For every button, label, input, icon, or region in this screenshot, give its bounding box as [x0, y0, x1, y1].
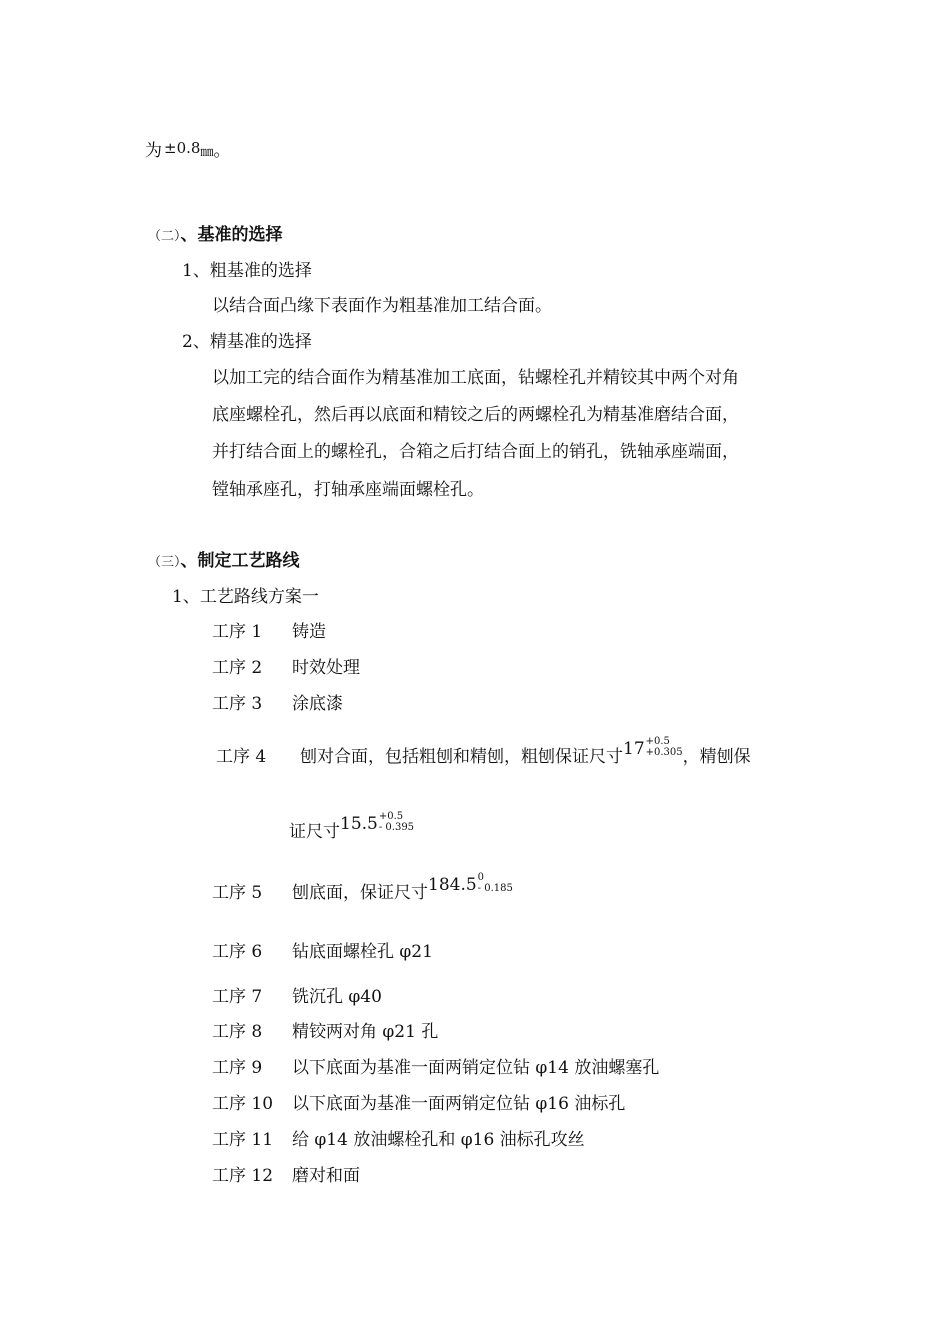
step-desc: 刨对合面，包括粗刨和精刨，粗刨保证尺寸: [300, 747, 623, 767]
intro-unit: ㎜: [200, 145, 214, 160]
step-desc: 涂底漆: [292, 694, 343, 714]
step-number: 工序 8: [212, 1022, 263, 1042]
step-number: 工序 12: [212, 1166, 274, 1186]
step-desc: 铸造: [292, 622, 326, 642]
process-step: [212, 1057, 659, 1079]
tolerance-184-5: [478, 872, 513, 894]
section3-heading-text: 、制定工艺路线: [180, 551, 300, 571]
process-step-4: [216, 736, 751, 768]
section2-item2-line: 镗轴承座孔，打轴承座端面螺栓孔。: [212, 480, 484, 500]
tolerance-upper: 0: [477, 872, 485, 883]
step-desc: 以下底面为基准一面两销定位钻 φ14 放油螺塞孔: [292, 1058, 660, 1078]
step-desc: 刨底面，保证尺寸: [292, 883, 428, 903]
step-desc: 时效处理: [292, 658, 360, 678]
process-step: [212, 941, 433, 963]
section3-heading-prefix: （三）: [148, 555, 181, 570]
section2-item2-line: 并打结合面上的螺栓孔，合箱之后打结合面上的销孔，铣轴承座端面，: [212, 442, 739, 462]
step-number: 工序 6: [212, 942, 263, 962]
section3-heading: [148, 550, 300, 574]
step-number: 工序 4: [216, 747, 267, 767]
tolerance-lower: - 0.185: [477, 883, 513, 894]
process-step: [212, 621, 326, 643]
process-step: [212, 1093, 625, 1115]
section2-heading-text: 、基准的选择: [180, 225, 283, 245]
intro-text: 为: [145, 141, 162, 161]
step-number: 工序 1: [212, 622, 263, 642]
step-desc: 精铰两对角 φ21 孔: [292, 1022, 439, 1042]
step-number: 工序 5: [212, 883, 263, 903]
step-desc-cont: ，精刨保: [682, 747, 751, 767]
dimension-17: 17: [623, 739, 645, 759]
tolerance-upper: +0.5: [645, 736, 670, 747]
intro-end: 。: [213, 141, 231, 161]
section2-heading: [148, 224, 283, 248]
process-step-5: [212, 872, 513, 904]
section2-heading-prefix: （二）: [148, 229, 181, 244]
section2-item2-line: 底座螺栓孔，然后再以底面和精铰之后的两螺栓孔为精基准磨结合面，: [212, 405, 739, 425]
step-number: 工序 3: [212, 694, 263, 714]
process-step: [212, 1021, 438, 1043]
process-step: [212, 986, 382, 1008]
intro-line: [145, 140, 230, 164]
section2-item1-body: 以结合面凸缘下表面作为粗基准加工结合面。: [212, 296, 552, 316]
step-desc: 证尺寸: [289, 822, 340, 842]
process-step: [212, 1165, 360, 1187]
step-number: 工序 7: [212, 987, 263, 1007]
tolerance-upper: +0.5: [378, 811, 404, 822]
section2-item2-title: 2、精基准的选择: [182, 332, 312, 352]
section2-item2-line: 以加工完的结合面作为精基准加工底面，钻螺栓孔并精铰其中两个对角: [212, 368, 739, 388]
section2-item1-title: 1、粗基准的选择: [182, 261, 312, 281]
dimension-184-5: 184.5: [428, 875, 477, 895]
step-number: 工序 9: [212, 1058, 263, 1078]
step-desc: 铣沉孔 φ40: [292, 987, 382, 1007]
process-step: [212, 693, 343, 715]
step-desc: 以下底面为基准一面两销定位钻 φ16 油标孔: [292, 1094, 626, 1114]
step-desc: 磨对和面: [292, 1166, 360, 1186]
tolerance-15-5: [379, 811, 414, 833]
step-number: 工序 2: [212, 658, 263, 678]
dimension-15-5: 15.5: [340, 814, 378, 834]
process-step: [212, 657, 360, 679]
plan-title: 1、工艺路线方案一: [172, 587, 319, 607]
intro-tolerance: ±0.8: [164, 139, 201, 157]
tolerance-17: [646, 736, 683, 758]
process-step: [212, 1129, 585, 1151]
process-step-4-cont: [289, 811, 415, 843]
tolerance-lower: +0.305: [645, 747, 683, 758]
step-number: 工序 10: [212, 1094, 274, 1114]
tolerance-lower: - 0.395: [378, 822, 415, 833]
step-number: 工序 11: [212, 1130, 274, 1150]
step-desc: 给 φ14 放油螺栓孔和 φ16 油标孔攻丝: [292, 1130, 585, 1150]
step-desc: 钻底面螺栓孔 φ21: [292, 942, 433, 962]
